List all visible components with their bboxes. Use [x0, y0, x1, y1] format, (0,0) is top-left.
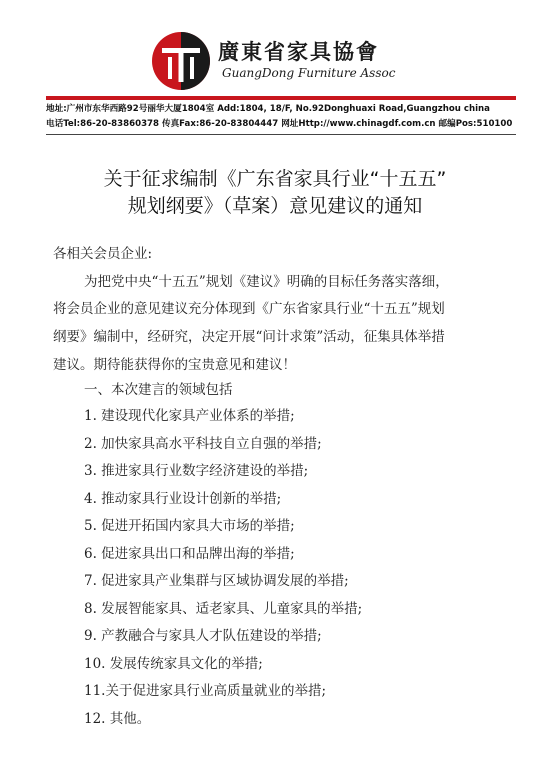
organization-name-en: GuangDong Furniture Assoc — [222, 66, 396, 80]
list-item: 12. 其他。 — [84, 710, 151, 727]
list-item: 7. 促进家具产业集群与区域协调发展的举措; — [84, 573, 349, 589]
list-item: 11.关于促进家具行业高质量就业的举措; — [84, 683, 327, 699]
list-item: 6. 促进家具出口和品牌出海的举措; — [84, 545, 295, 562]
body-line: 为把党中央“十五五”规划《建议》明确的目标任务落实落细， — [84, 274, 449, 290]
contact-line: 电话Tel:86-20-83860378 传真Fax:86-20-83804447 网址Http://www.chinagdf.com.cn 邮编Pos:510100 — [46, 119, 513, 129]
body-line: 纲要》编制中，经研究，决定开展“问计求策”活动，征集具体举措 — [53, 329, 445, 345]
address-line: 地址:广州市东华西路92号丽华大厦1804室 Add:1804, 18/F, No.92Donghuaxi Road,Guangzhou china — [46, 104, 490, 114]
letterhead-divider — [46, 134, 516, 135]
salutation: 各相关会员企业: — [53, 246, 153, 262]
association-logo-icon — [150, 30, 212, 92]
organization-name-cn: 廣東省家具協會 — [218, 39, 379, 64]
body-line: 建议。期待能获得你的宝贵意见和建议！ — [53, 357, 296, 373]
section-heading: 一、本次建言的领域包括 — [84, 382, 233, 398]
list-item: 1. 建设现代化家具产业体系的举措; — [84, 408, 295, 424]
list-item: 3. 推进家具行业数字经济建设的举措; — [84, 463, 309, 479]
list-item: 2. 加快家具高水平科技自立自强的举措; — [84, 435, 322, 452]
letterhead — [0, 0, 550, 140]
notice-title-line-2: 规划纲要》（草案）意见建议的通知 — [127, 195, 423, 217]
list-item: 8. 发展智能家具、适老家具、儿童家具的举措; — [84, 600, 363, 617]
list-item: 10. 发展传统家具文化的举措; — [84, 655, 263, 672]
list-item: 4. 推动家具行业设计创新的举措; — [84, 490, 282, 507]
list-item: 5. 促进开拓国内家具大市场的举措; — [84, 518, 295, 534]
body-line: 将会员企业的意见建议充分体现到《广东省家具行业“十五五”规划 — [53, 301, 445, 317]
proposal-area-list — [84, 406, 362, 736]
letterhead-red-rule — [46, 96, 516, 100]
notice-title-line-1: 关于征求编制《广东省家具行业“十五五” — [103, 168, 447, 190]
list-item: 9. 产教融合与家具人才队伍建设的举措; — [84, 628, 322, 644]
